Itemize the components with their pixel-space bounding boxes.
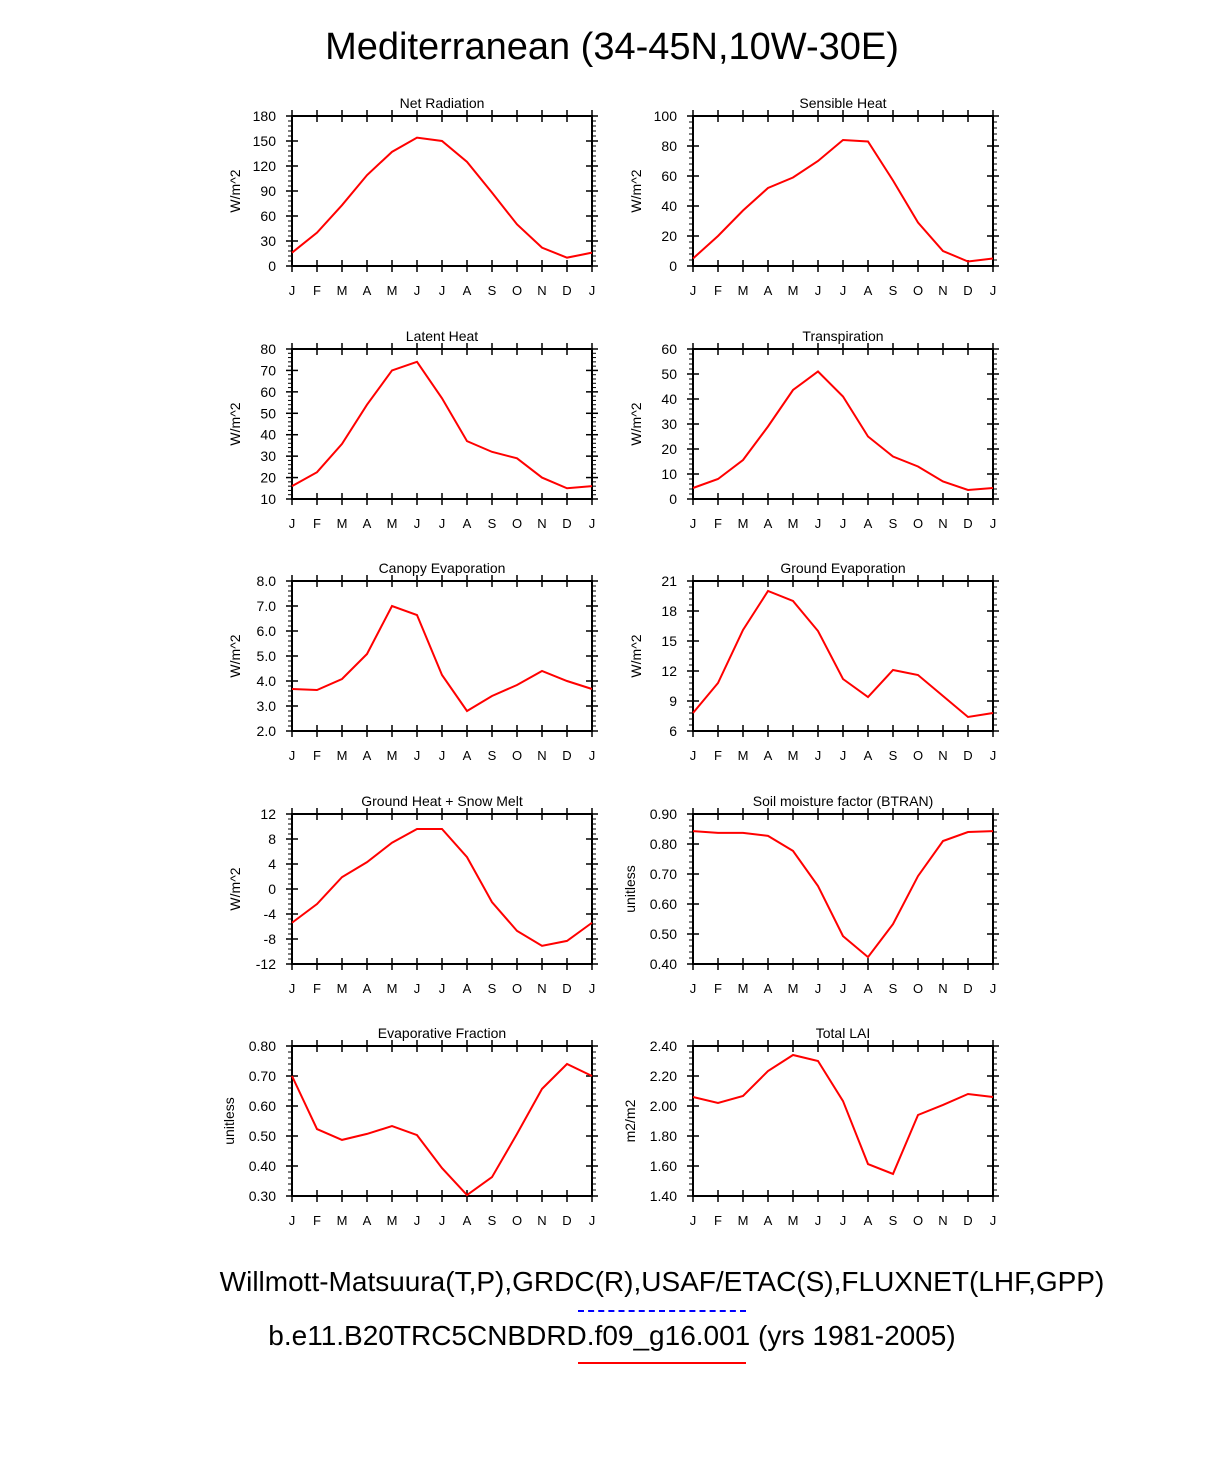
x-tick-label: S <box>487 748 497 763</box>
data-line <box>292 829 592 946</box>
x-tick-label: J <box>288 516 296 531</box>
x-tick-label: M <box>336 283 348 298</box>
x-tick-label: F <box>313 981 321 996</box>
x-tick-label: D <box>963 516 973 531</box>
panel-ground-evaporation <box>628 560 999 763</box>
x-tick-label: J <box>588 1213 596 1228</box>
y-tick-label: 0.50 <box>649 926 677 942</box>
y-tick-label: 60 <box>661 341 677 357</box>
x-tick-label: D <box>963 283 973 298</box>
y-tick-label: 0.40 <box>649 956 677 972</box>
x-tick-label: A <box>863 283 873 298</box>
y-tick-label: 0.60 <box>649 896 677 912</box>
x-tick-label: J <box>413 1213 421 1228</box>
y-tick-label: 100 <box>653 108 677 124</box>
panel-net-radiation <box>227 95 598 298</box>
x-tick-label: J <box>989 283 997 298</box>
x-tick-label: M <box>737 748 749 763</box>
x-tick-label: J <box>288 1213 296 1228</box>
x-tick-label: S <box>487 1213 497 1228</box>
plot-frame <box>292 349 592 499</box>
x-tick-label: J <box>814 1213 822 1228</box>
x-tick-label: A <box>763 1213 773 1228</box>
y-tick-label: 0.70 <box>248 1068 276 1084</box>
x-tick-label: A <box>462 748 472 763</box>
x-tick-label: O <box>912 981 924 996</box>
x-tick-label: D <box>562 981 572 996</box>
x-tick-label: J <box>588 516 596 531</box>
panel-total-lai <box>622 1025 999 1228</box>
x-tick-label: J <box>413 516 421 531</box>
x-tick-label: A <box>362 748 372 763</box>
panel-title: Transpiration <box>802 328 884 344</box>
plot-frame <box>693 349 993 499</box>
x-tick-label: S <box>888 981 898 996</box>
y-tick-label: 70 <box>260 362 276 379</box>
y-tick-label: 0 <box>669 491 677 507</box>
legend-line-observations <box>578 1310 746 1312</box>
plot-frame <box>292 581 592 731</box>
x-tick-label: M <box>787 283 799 298</box>
x-tick-label: O <box>511 981 523 996</box>
x-tick-label: S <box>487 283 497 298</box>
x-tick-label: M <box>336 516 348 531</box>
legend-line-model <box>578 1362 746 1364</box>
data-line <box>693 591 993 717</box>
y-tick-label: 40 <box>260 426 276 443</box>
x-tick-label: J <box>989 981 997 996</box>
y-tick-label: 0.40 <box>248 1158 276 1174</box>
x-tick-label: A <box>763 981 773 996</box>
x-tick-label: D <box>963 1213 973 1228</box>
x-tick-label: A <box>763 283 773 298</box>
plot-frame <box>292 1046 592 1196</box>
y-tick-label: 2.40 <box>649 1038 677 1054</box>
x-tick-label: J <box>288 283 296 298</box>
x-tick-label: M <box>737 1213 749 1228</box>
x-tick-label: F <box>714 516 722 531</box>
y-tick-label: 20 <box>661 228 677 244</box>
y-tick-label: -12 <box>255 956 276 972</box>
x-tick-label: M <box>336 748 348 763</box>
x-tick-label: J <box>588 283 596 298</box>
panel-title: Total LAI <box>815 1025 871 1041</box>
data-line <box>292 362 592 488</box>
panel-sensible-heat <box>628 95 999 298</box>
data-line <box>693 1055 993 1174</box>
panel-title: Canopy Evaporation <box>378 560 506 576</box>
y-tick-label: 0.90 <box>649 806 677 822</box>
x-tick-label: J <box>438 748 446 763</box>
y-tick-label: 80 <box>661 138 677 154</box>
x-tick-label: J <box>413 748 421 763</box>
x-tick-label: A <box>863 981 873 996</box>
y-tick-label: 50 <box>661 366 677 382</box>
y-tick-label: 21 <box>661 573 677 589</box>
x-tick-label: D <box>963 748 973 763</box>
y-tick-label: 2.00 <box>649 1098 677 1114</box>
x-tick-label: A <box>462 981 472 996</box>
x-tick-label: J <box>839 283 847 298</box>
x-tick-label: F <box>313 748 321 763</box>
x-tick-label: O <box>511 516 523 531</box>
x-tick-label: S <box>487 981 497 996</box>
y-tick-label: 12 <box>661 663 677 679</box>
x-tick-label: N <box>938 516 948 531</box>
x-tick-label: O <box>511 283 523 298</box>
y-tick-label: 1.80 <box>649 1128 677 1144</box>
x-tick-label: N <box>537 981 547 996</box>
x-tick-label: J <box>814 516 822 531</box>
data-line <box>693 140 993 262</box>
x-tick-label: F <box>313 1213 321 1228</box>
y-tick-label: 30 <box>260 448 276 465</box>
panel-canopy-evaporation <box>227 560 598 763</box>
x-tick-label: J <box>814 283 822 298</box>
y-tick-label: 4 <box>268 856 276 872</box>
panel-latent-heat <box>227 328 598 531</box>
y-tick-label: 2.20 <box>649 1068 677 1084</box>
x-tick-label: J <box>839 981 847 996</box>
plot-frame <box>292 116 592 266</box>
y-tick-label: 40 <box>661 198 677 214</box>
x-tick-label: O <box>511 748 523 763</box>
x-tick-label: A <box>362 1213 372 1228</box>
y-axis-label: W/m^2 <box>227 169 243 213</box>
x-tick-label: O <box>912 748 924 763</box>
x-tick-label: A <box>863 1213 873 1228</box>
y-tick-label: 5.0 <box>256 648 276 664</box>
x-tick-label: M <box>787 748 799 763</box>
y-tick-label: 10 <box>661 466 677 482</box>
x-tick-label: S <box>888 283 898 298</box>
y-tick-label: 60 <box>260 208 276 224</box>
y-tick-label: -8 <box>263 931 276 947</box>
x-tick-label: J <box>689 516 697 531</box>
x-tick-label: M <box>386 516 398 531</box>
x-tick-label: M <box>787 981 799 996</box>
y-tick-label: 80 <box>260 341 276 357</box>
y-tick-label: 7.0 <box>256 598 276 614</box>
x-tick-label: J <box>689 283 697 298</box>
y-tick-label: 0.30 <box>248 1188 276 1204</box>
x-tick-label: N <box>938 1213 948 1228</box>
x-tick-label: M <box>336 1213 348 1228</box>
y-tick-label: -4 <box>263 906 276 922</box>
x-tick-label: A <box>362 283 372 298</box>
x-tick-label: D <box>963 981 973 996</box>
figure-title: Mediterranean (34-45N,10W-30E) <box>325 26 899 68</box>
y-axis-label: W/m^2 <box>628 402 644 446</box>
x-tick-label: N <box>938 981 948 996</box>
x-tick-label: N <box>537 283 547 298</box>
x-tick-label: J <box>438 1213 446 1228</box>
y-tick-label: 0 <box>268 881 276 897</box>
x-tick-label: N <box>938 748 948 763</box>
data-line <box>693 831 993 957</box>
x-tick-label: N <box>938 283 948 298</box>
y-tick-label: 9 <box>669 693 677 709</box>
y-axis-label: W/m^2 <box>227 867 243 911</box>
y-tick-label: 6.0 <box>256 623 276 639</box>
x-tick-label: N <box>537 516 547 531</box>
y-tick-label: 0 <box>268 258 276 274</box>
x-tick-label: J <box>588 981 596 996</box>
x-tick-label: A <box>763 748 773 763</box>
y-tick-label: 12 <box>260 806 276 822</box>
x-tick-label: A <box>763 516 773 531</box>
panel-title: Sensible Heat <box>799 95 887 111</box>
panel-title: Soil moisture factor (BTRAN) <box>752 793 934 809</box>
x-tick-label: J <box>839 516 847 531</box>
x-tick-label: J <box>814 748 822 763</box>
x-tick-label: M <box>336 981 348 996</box>
x-tick-label: M <box>386 748 398 763</box>
panel-evaporative-fraction <box>221 1025 598 1228</box>
y-tick-label: 120 <box>252 158 276 174</box>
panel-ground-heat-snow-melt <box>227 793 598 996</box>
x-tick-label: A <box>863 748 873 763</box>
y-tick-label: 0.80 <box>248 1038 276 1054</box>
x-tick-label: M <box>386 1213 398 1228</box>
x-tick-label: J <box>689 748 697 763</box>
x-tick-label: J <box>288 748 296 763</box>
x-tick-label: M <box>787 1213 799 1228</box>
y-tick-label: 4.0 <box>256 673 276 689</box>
x-tick-label: O <box>912 516 924 531</box>
y-axis-label: unitless <box>221 1097 237 1145</box>
x-tick-label: O <box>912 283 924 298</box>
y-tick-label: 50 <box>260 405 276 422</box>
x-tick-label: J <box>288 981 296 996</box>
data-line <box>292 1064 592 1195</box>
y-tick-label: 0.60 <box>248 1098 276 1114</box>
x-tick-label: J <box>413 981 421 996</box>
panel-title: Ground Evaporation <box>780 560 906 576</box>
x-tick-label: J <box>989 748 997 763</box>
x-tick-label: M <box>737 981 749 996</box>
y-tick-label: 40 <box>661 391 677 407</box>
data-line <box>292 138 592 258</box>
x-tick-label: A <box>462 1213 472 1228</box>
y-tick-label: 0 <box>669 258 677 274</box>
x-tick-label: N <box>537 748 547 763</box>
panel-transpiration <box>628 328 999 531</box>
plot-frame <box>693 581 993 731</box>
plot-frame <box>693 814 993 964</box>
x-tick-label: J <box>989 1213 997 1228</box>
x-tick-label: D <box>562 516 572 531</box>
y-tick-label: 0.70 <box>649 866 677 882</box>
x-tick-label: O <box>912 1213 924 1228</box>
y-tick-label: 20 <box>260 469 276 486</box>
x-tick-label: A <box>863 516 873 531</box>
y-tick-label: 1.60 <box>649 1158 677 1174</box>
y-tick-label: 30 <box>260 233 276 249</box>
x-tick-label: M <box>737 283 749 298</box>
y-axis-label: W/m^2 <box>227 402 243 446</box>
y-axis-label: W/m^2 <box>227 634 243 678</box>
y-axis-label: m2/m2 <box>622 1099 638 1143</box>
y-tick-label: 60 <box>260 383 276 400</box>
x-tick-label: S <box>487 516 497 531</box>
panel-title: Latent Heat <box>405 328 479 344</box>
plot-frame <box>292 814 592 964</box>
y-tick-label: 180 <box>252 108 276 124</box>
x-tick-label: F <box>313 283 321 298</box>
panel-title: Evaporative Fraction <box>377 1025 507 1041</box>
x-tick-label: S <box>888 1213 898 1228</box>
x-tick-label: J <box>438 283 446 298</box>
plot-frame <box>693 1046 993 1196</box>
y-tick-label: 150 <box>252 133 276 149</box>
x-tick-label: J <box>588 748 596 763</box>
x-tick-label: J <box>689 981 697 996</box>
x-tick-label: J <box>438 981 446 996</box>
x-tick-label: M <box>386 981 398 996</box>
x-tick-label: J <box>689 1213 697 1228</box>
y-tick-label: 6 <box>669 723 677 739</box>
y-tick-label: 2.0 <box>256 723 276 739</box>
x-tick-label: D <box>562 1213 572 1228</box>
panel-soil-moisture-factor-btran- <box>622 793 999 996</box>
x-tick-label: J <box>814 981 822 996</box>
x-tick-label: A <box>462 516 472 531</box>
x-tick-label: J <box>413 283 421 298</box>
x-tick-label: A <box>462 283 472 298</box>
x-tick-label: J <box>438 516 446 531</box>
data-line <box>292 606 592 711</box>
y-tick-label: 8.0 <box>256 573 276 589</box>
plot-frame <box>693 116 993 266</box>
x-tick-label: S <box>888 516 898 531</box>
x-tick-label: F <box>714 283 722 298</box>
x-tick-label: M <box>787 516 799 531</box>
x-tick-label: S <box>888 748 898 763</box>
y-tick-label: 10 <box>260 491 276 507</box>
y-axis-label: W/m^2 <box>628 169 644 213</box>
panel-title: Ground Heat + Snow Melt <box>361 793 523 809</box>
x-tick-label: A <box>362 516 372 531</box>
x-tick-label: J <box>989 516 997 531</box>
y-axis-label: unitless <box>622 865 638 913</box>
y-tick-label: 90 <box>260 183 276 199</box>
y-tick-label: 20 <box>661 441 677 457</box>
y-tick-label: 18 <box>661 603 677 619</box>
x-tick-label: O <box>511 1213 523 1228</box>
x-tick-label: F <box>714 748 722 763</box>
y-tick-label: 3.0 <box>256 698 276 714</box>
y-tick-label: 15 <box>661 633 677 649</box>
x-tick-label: J <box>839 748 847 763</box>
x-tick-label: F <box>714 1213 722 1228</box>
x-tick-label: F <box>714 981 722 996</box>
footer-model-case: b.e11.B20TRC5CNBDRD.f09_g16.001 (yrs 1981-2005) <box>268 1320 956 1351</box>
x-tick-label: J <box>839 1213 847 1228</box>
x-tick-label: D <box>562 283 572 298</box>
x-tick-label: F <box>313 516 321 531</box>
y-tick-label: 1.40 <box>649 1188 677 1204</box>
x-tick-label: M <box>386 283 398 298</box>
panel-title: Net Radiation <box>399 95 485 111</box>
footer-observations: Willmott-Matsuura(T,P),GRDC(R),USAF/ETAC(S),FLUXNET(LHF,GPP) <box>219 1266 1105 1297</box>
y-axis-label: W/m^2 <box>628 634 644 678</box>
data-line <box>693 372 993 491</box>
y-tick-label: 30 <box>661 416 677 432</box>
y-tick-label: 60 <box>661 168 677 184</box>
x-tick-label: A <box>362 981 372 996</box>
y-tick-label: 0.50 <box>248 1128 276 1144</box>
y-tick-label: 8 <box>268 831 276 847</box>
x-tick-label: M <box>737 516 749 531</box>
y-tick-label: 0.80 <box>649 836 677 852</box>
x-tick-label: N <box>537 1213 547 1228</box>
x-tick-label: D <box>562 748 572 763</box>
